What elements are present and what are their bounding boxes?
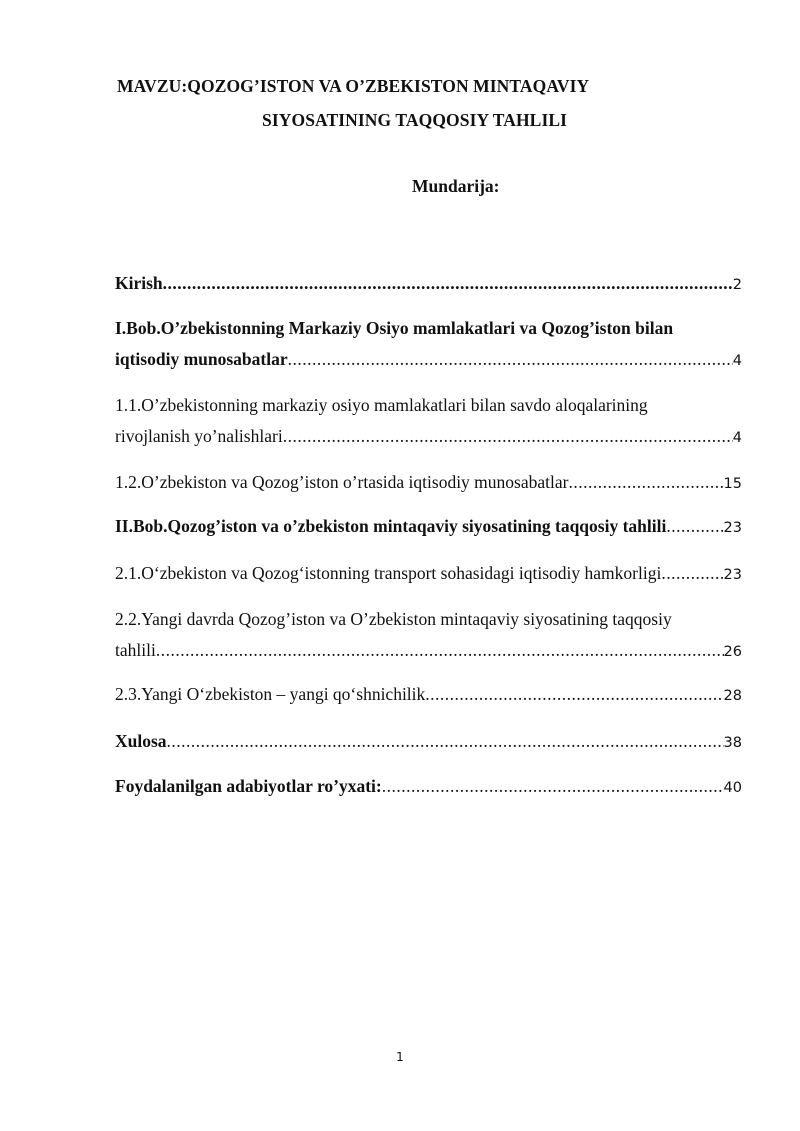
toc-entry-page: 23: [723, 520, 742, 536]
toc-entry-section-2-3: [115, 682, 742, 708]
toc-entry-label: Xulosa: [115, 731, 167, 751]
toc-heading: Mundarija:: [412, 176, 500, 196]
toc-entry-label-line-1: I.Bob.O’zbekistonning Markaziy Osiyo mamlakatlari va Qozog’iston bilan: [115, 318, 674, 338]
toc-entry-page: 4: [732, 353, 742, 369]
toc-leader-dots: [167, 729, 724, 753]
toc-entry-section-1-1: [115, 393, 742, 450]
toc-entry-chapter-2: [115, 514, 742, 540]
page-number: 1: [396, 1050, 404, 1064]
toc-entry-label: II.Bob.Qozog’iston va o’zbekiston mintaqaviy siyosatining taqqosiy tahlili: [115, 516, 667, 536]
toc-entry-page: 26: [723, 644, 742, 660]
toc-entry-page: 15: [723, 476, 742, 492]
toc-leader-dots: [568, 470, 723, 494]
toc-entry-label-line-1: 1.1.O’zbekistonning markaziy osiyo mamlakatlari bilan savdo aloqalarining: [115, 395, 648, 415]
toc-entry-page: 28: [723, 688, 742, 704]
toc-entry-page: 2: [732, 277, 742, 293]
toc-entry-introduction: [115, 271, 742, 297]
toc-entry-label: 2.3.Yangi O‘zbekiston – yangi qo‘shnichilik: [115, 684, 426, 704]
toc-entry-label: iqtisodiy munosabatlar: [115, 349, 288, 369]
toc-leader-dots: [666, 514, 723, 538]
toc-entry-section-2-2: [115, 607, 742, 664]
toc-leader-dots: [425, 682, 723, 706]
toc-leader-dots: [283, 424, 733, 448]
toc-leader-dots: [382, 774, 724, 798]
toc-leader-dots: [288, 347, 733, 371]
toc-entry-label: Kirish: [115, 273, 163, 293]
toc-entry-label: Foydalanilgan adabiyotlar ro’yxati:: [115, 776, 382, 796]
toc-entry-label: 1.2.O’zbekiston va Qozog’iston o’rtasida iqtisodiy munosabatlar: [115, 472, 569, 492]
toc-entry-section-1-2: [115, 470, 742, 496]
toc-entry-page: 23: [723, 567, 742, 583]
toc-entry-label: 2.1.O‘zbekiston va Qozog‘istonning transport sohasidagi iqtisodiy hamkorligi: [115, 563, 662, 583]
toc-leader-dots: [156, 638, 724, 662]
document-title-line-2: SIYOSATINING TAQQOSIY TAHLILI: [262, 110, 568, 130]
toc-leader-dots: [163, 271, 733, 295]
toc-entry-label: tahlili: [115, 640, 156, 660]
toc-entry-section-2-1: [115, 561, 742, 587]
toc-entry-page: 40: [723, 780, 742, 796]
toc-entry-conclusion: [115, 729, 742, 755]
toc-entry-page: 38: [723, 735, 742, 751]
toc-entry-label-line-1: 2.2.Yangi davrda Qozog’iston va O’zbekiston mintaqaviy siyosatining taqqosiy: [115, 609, 672, 629]
toc-entry-label: rivojlanish yo’nalishlari: [115, 426, 283, 446]
toc-entry-chapter-1: [115, 316, 742, 373]
toc-leader-dots: [661, 561, 723, 585]
document-title-line-1: MAVZU:QOZOG’ISTON VA O’ZBEKISTON MINTAQAVIY: [117, 76, 590, 96]
toc-entry-references: [115, 774, 742, 800]
toc-entry-page: 4: [732, 430, 742, 446]
